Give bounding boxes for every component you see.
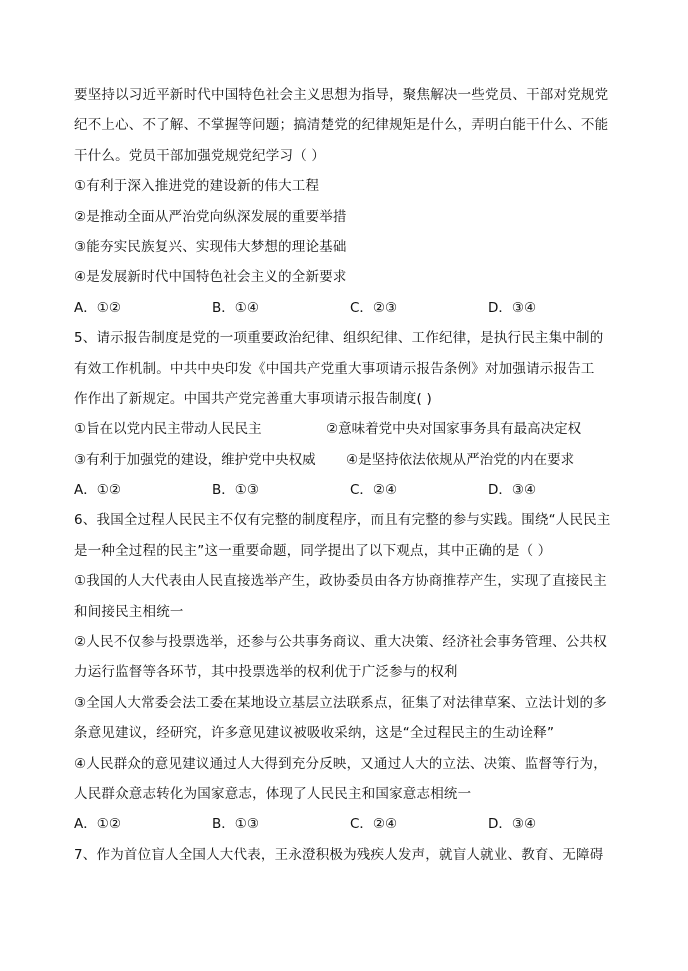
statement-item: ④是坚持依法依规从严治党的内在要求 bbox=[346, 451, 575, 468]
statement-item: 条意见建议，经研究，许多意见建议被吸收采纳，这是“全过程民主的生动诠释” bbox=[74, 725, 555, 742]
question-4 bbox=[74, 80, 626, 323]
option-d: D．③④ bbox=[488, 816, 537, 833]
option-d: D．③④ bbox=[488, 299, 537, 316]
statement-item: 人民群众意志转化为国家意志，体现了人民民主和国家意志相统一 bbox=[74, 785, 472, 802]
statement-item: ①我国的人大代表由人民直接选举产生，政协委员由各方协商推荐产生，实现了直接民主 bbox=[74, 573, 607, 590]
option-a: A．①② bbox=[74, 482, 121, 499]
answer-options bbox=[74, 475, 626, 505]
option-c: C．②④ bbox=[350, 482, 398, 499]
statement-pair bbox=[74, 445, 626, 475]
question-stem-line: 6、我国全过程人民民主不仅有完整的制度程序，而且有完整的参与实践。围绕“人民民主 bbox=[74, 512, 611, 529]
option-b: B．①③ bbox=[212, 816, 259, 833]
statement-item: 力运行监督等各环节，其中投票选举的权利优于广泛参与的权利 bbox=[74, 664, 458, 681]
question-6 bbox=[74, 505, 626, 839]
question-stem-line: 5、请示报告制度是党的一项重要政治纪律、组织纪律、工作纪律，是执行民主集中制的 bbox=[74, 330, 604, 347]
statement-item: ②是推动全面从严治党向纵深发展的重要举措 bbox=[74, 208, 347, 225]
statement-item: ②意味着党中央对国家事务具有最高决定权 bbox=[326, 421, 582, 438]
option-c: C．②③ bbox=[350, 299, 398, 316]
option-c: C．②④ bbox=[350, 816, 398, 833]
answer-options bbox=[74, 293, 626, 323]
statement-item: ④是发展新时代中国特色社会主义的全新要求 bbox=[74, 269, 347, 286]
option-a: A．①② bbox=[74, 816, 121, 833]
statement-item: ④人民群众的意见建议通过人大得到充分反映，又通过人大的立法、决策、监督等行为， bbox=[74, 755, 607, 772]
statement-item: ③全国人大常委会法工委在某地设立基层立法联系点，征集了对法律草案、立法计划的多 bbox=[74, 694, 607, 711]
option-d: D．③④ bbox=[488, 482, 537, 499]
question-stem-line: 是一种全过程的民主”这一重要命题，同学提出了以下观点，其中正确的是（ ） bbox=[74, 542, 552, 559]
answer-options bbox=[74, 809, 626, 839]
option-b: B．①③ bbox=[212, 482, 259, 499]
statement-item: ③能夯实民族复兴、实现伟大梦想的理论基础 bbox=[74, 238, 347, 255]
statement-item: ①旨在以党内民主带动人民民主 bbox=[74, 421, 262, 438]
question-stem-line: 要坚持以习近平新时代中国特色社会主义思想为指导，聚焦解决一些党员、干部对党规党 bbox=[74, 87, 609, 103]
exam-page bbox=[74, 80, 626, 870]
question-5 bbox=[74, 323, 626, 505]
statement-item: ③有利于加强党的建设，维护党中央权威 bbox=[74, 451, 316, 468]
question-7 bbox=[74, 840, 626, 870]
statement-item: ①有利于深入推进党的建设新的伟大工程 bbox=[74, 178, 320, 195]
option-b: B．①④ bbox=[212, 299, 259, 316]
question-stem-line: 有效工作机制。中共中央印发《中国共产党重大事项请示报告条例》对加强请示报告工 bbox=[74, 360, 595, 377]
statement-pair bbox=[74, 414, 626, 444]
question-stem-line: 7、作为首位盲人全国人大代表，王永澄积极为残疾人发声，就盲人就业、教育、无障碍 bbox=[74, 846, 604, 863]
statement-item: 和间接民主相统一 bbox=[74, 603, 184, 620]
question-stem-line: 作作出了新规定。中国共产党完善重大事项请示报告制度( ) bbox=[74, 390, 432, 407]
question-stem-line: 纪不上心、不了解、不掌握等问题；搞清楚党的纪律规矩是什么，弄明白能干什么、不能 bbox=[74, 117, 609, 134]
statement-item: ②人民不仅参与投票选举，还参与公共事务商议、重大决策、经济社会事务管理、公共权 bbox=[74, 634, 607, 651]
question-stem-line: 干什么。党员干部加强党规党纪学习（ ） bbox=[74, 147, 326, 164]
option-a: A．①② bbox=[74, 299, 121, 316]
